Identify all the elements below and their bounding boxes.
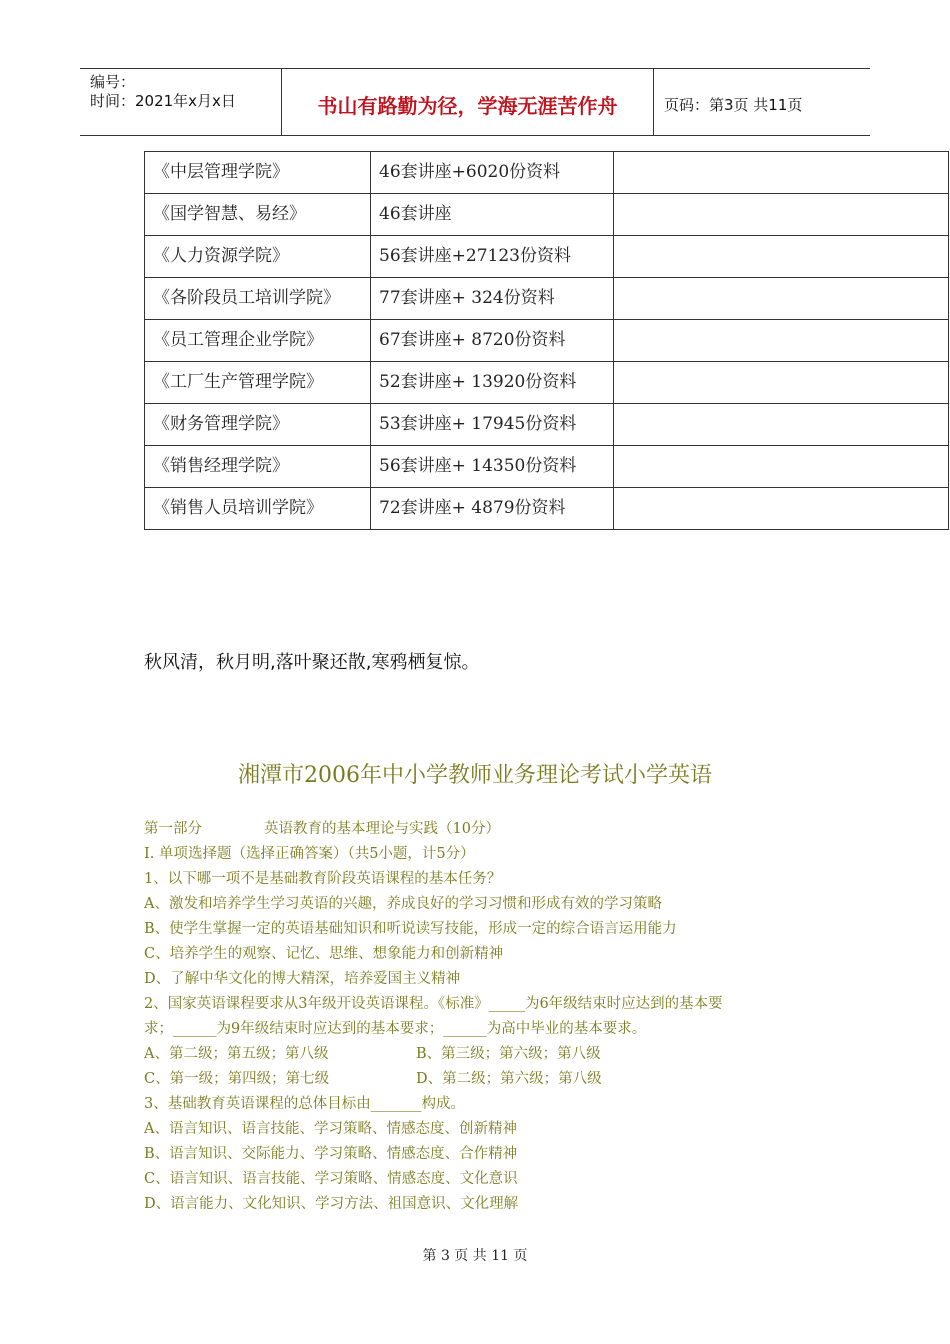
row-content-cell: 46套讲座 — [371, 194, 614, 236]
question-1: 1、以下哪一项不是基础教育阶段英语课程的基本任务？ — [144, 871, 502, 887]
row-note-cell — [614, 362, 949, 404]
q2-option-b: B、第三级；第六级；第八级 — [416, 1046, 601, 1062]
q1-option-d: D、了解中华文化的博大精深，培养爱国主义精神 — [144, 971, 461, 987]
row-note-cell — [614, 152, 949, 194]
table-row — [145, 404, 949, 446]
row-note-cell — [614, 194, 949, 236]
row-name-cell: 《员工管理企业学院》 — [145, 320, 371, 362]
table-row — [145, 362, 949, 404]
table-row — [145, 278, 949, 320]
table-row — [145, 446, 949, 488]
question-3: 3、基础教育英语课程的总体目标由_______构成。 — [144, 1096, 465, 1112]
page-header — [80, 68, 870, 136]
q2-option-c: C、第一级；第四级；第七级 — [144, 1071, 330, 1087]
q2-options-row-1 — [144, 1042, 844, 1067]
resource-table — [144, 151, 949, 530]
row-name-cell: 《销售人员培训学院》 — [145, 488, 371, 530]
row-note-cell — [614, 404, 949, 446]
header-page-info: 页码：第3页 共11页 — [664, 95, 803, 114]
q3-option-d: D、语言能力、文化知识、学习方法、祖国意识、文化理解 — [144, 1196, 519, 1212]
row-name-cell: 《财务管理学院》 — [145, 404, 371, 446]
table-row — [145, 236, 949, 278]
exam-body — [144, 817, 844, 1217]
q1-option-b: B、使学生掌握一定的英语基础知识和听说读写技能，形成一定的综合语言运用能力 — [144, 921, 677, 937]
page-footer: 第 3 页 共 11 页 — [422, 1248, 528, 1264]
date-line: 时间：2021年x月x日 — [90, 92, 236, 110]
question-2-line-2: 求；______为9年级结束时应达到的基本要求；______为高中毕业的基本要求。 — [144, 1021, 647, 1037]
table-row — [145, 194, 949, 236]
row-content-cell: 67套讲座+ 8720份资料 — [371, 320, 614, 362]
question-2-line-1: 2、国家英语课程要求从3年级开设英语课程。《标准》_____为6年级结束时应达到的基本要 — [144, 996, 723, 1012]
row-name-cell: 《工厂生产管理学院》 — [145, 362, 371, 404]
table-row — [145, 152, 949, 194]
row-name-cell: 《中层管理学院》 — [145, 152, 371, 194]
q3-option-c: C、语言知识、语言技能、学习策略、情感态度、文化意识 — [144, 1171, 518, 1187]
exam-title: 湘潭市2006年中小学教师业务理论考试小学英语 — [238, 763, 712, 788]
part-label: 第一部分 — [144, 821, 202, 837]
row-name-cell: 《销售经理学院》 — [145, 446, 371, 488]
row-name-cell: 《人力资源学院》 — [145, 236, 371, 278]
row-name-cell: 《各阶段员工培训学院》 — [145, 278, 371, 320]
row-content-cell: 77套讲座+ 324份资料 — [371, 278, 614, 320]
row-content-cell: 72套讲座+ 4879份资料 — [371, 488, 614, 530]
q2-options-row-2 — [144, 1067, 844, 1092]
row-content-cell: 56套讲座+ 14350份资料 — [371, 446, 614, 488]
q1-option-a: A、激发和培养学生学习英语的兴趣，养成良好的学习习惯和形成有效的学习策略 — [144, 896, 662, 912]
serial-label: 编号： — [90, 73, 136, 91]
q2-option-a: A、第二级；第五级；第八级 — [144, 1046, 329, 1062]
q3-option-b: B、语言知识、交际能力、学习策略、情感态度、合作精神 — [144, 1146, 518, 1162]
row-note-cell — [614, 278, 949, 320]
q1-option-c: C、培养学生的观察、记忆、思维、想象能力和创新精神 — [144, 946, 504, 962]
row-note-cell — [614, 488, 949, 530]
table-row — [145, 488, 949, 530]
header-meta — [80, 69, 282, 135]
row-content-cell: 46套讲座+6020份资料 — [371, 152, 614, 194]
table-row — [145, 320, 949, 362]
part-title: 英语教育的基本理论与实践（10分） — [264, 821, 500, 837]
section-heading: I. 单项选择题（选择正确答案）（共5小题，计5分） — [144, 846, 475, 862]
row-content-cell: 56套讲座+27123份资料 — [371, 236, 614, 278]
header-motto: 书山有路勤为径，学海无涯苦作舟 — [282, 69, 654, 135]
row-content-cell: 53套讲座+ 17945份资料 — [371, 404, 614, 446]
row-name-cell: 《国学智慧、易经》 — [145, 194, 371, 236]
poem-line: 秋风清，秋月明,落叶聚还散,寒鸦栖复惊。 — [144, 652, 480, 673]
part-heading — [144, 817, 844, 842]
q2-option-d: D、第二级；第六级；第八级 — [416, 1071, 602, 1087]
row-content-cell: 52套讲座+ 13920份资料 — [371, 362, 614, 404]
q3-option-a: A、语言知识、语言技能、学习策略、情感态度、创新精神 — [144, 1121, 517, 1137]
row-note-cell — [614, 446, 949, 488]
row-note-cell — [614, 236, 949, 278]
row-note-cell — [614, 320, 949, 362]
